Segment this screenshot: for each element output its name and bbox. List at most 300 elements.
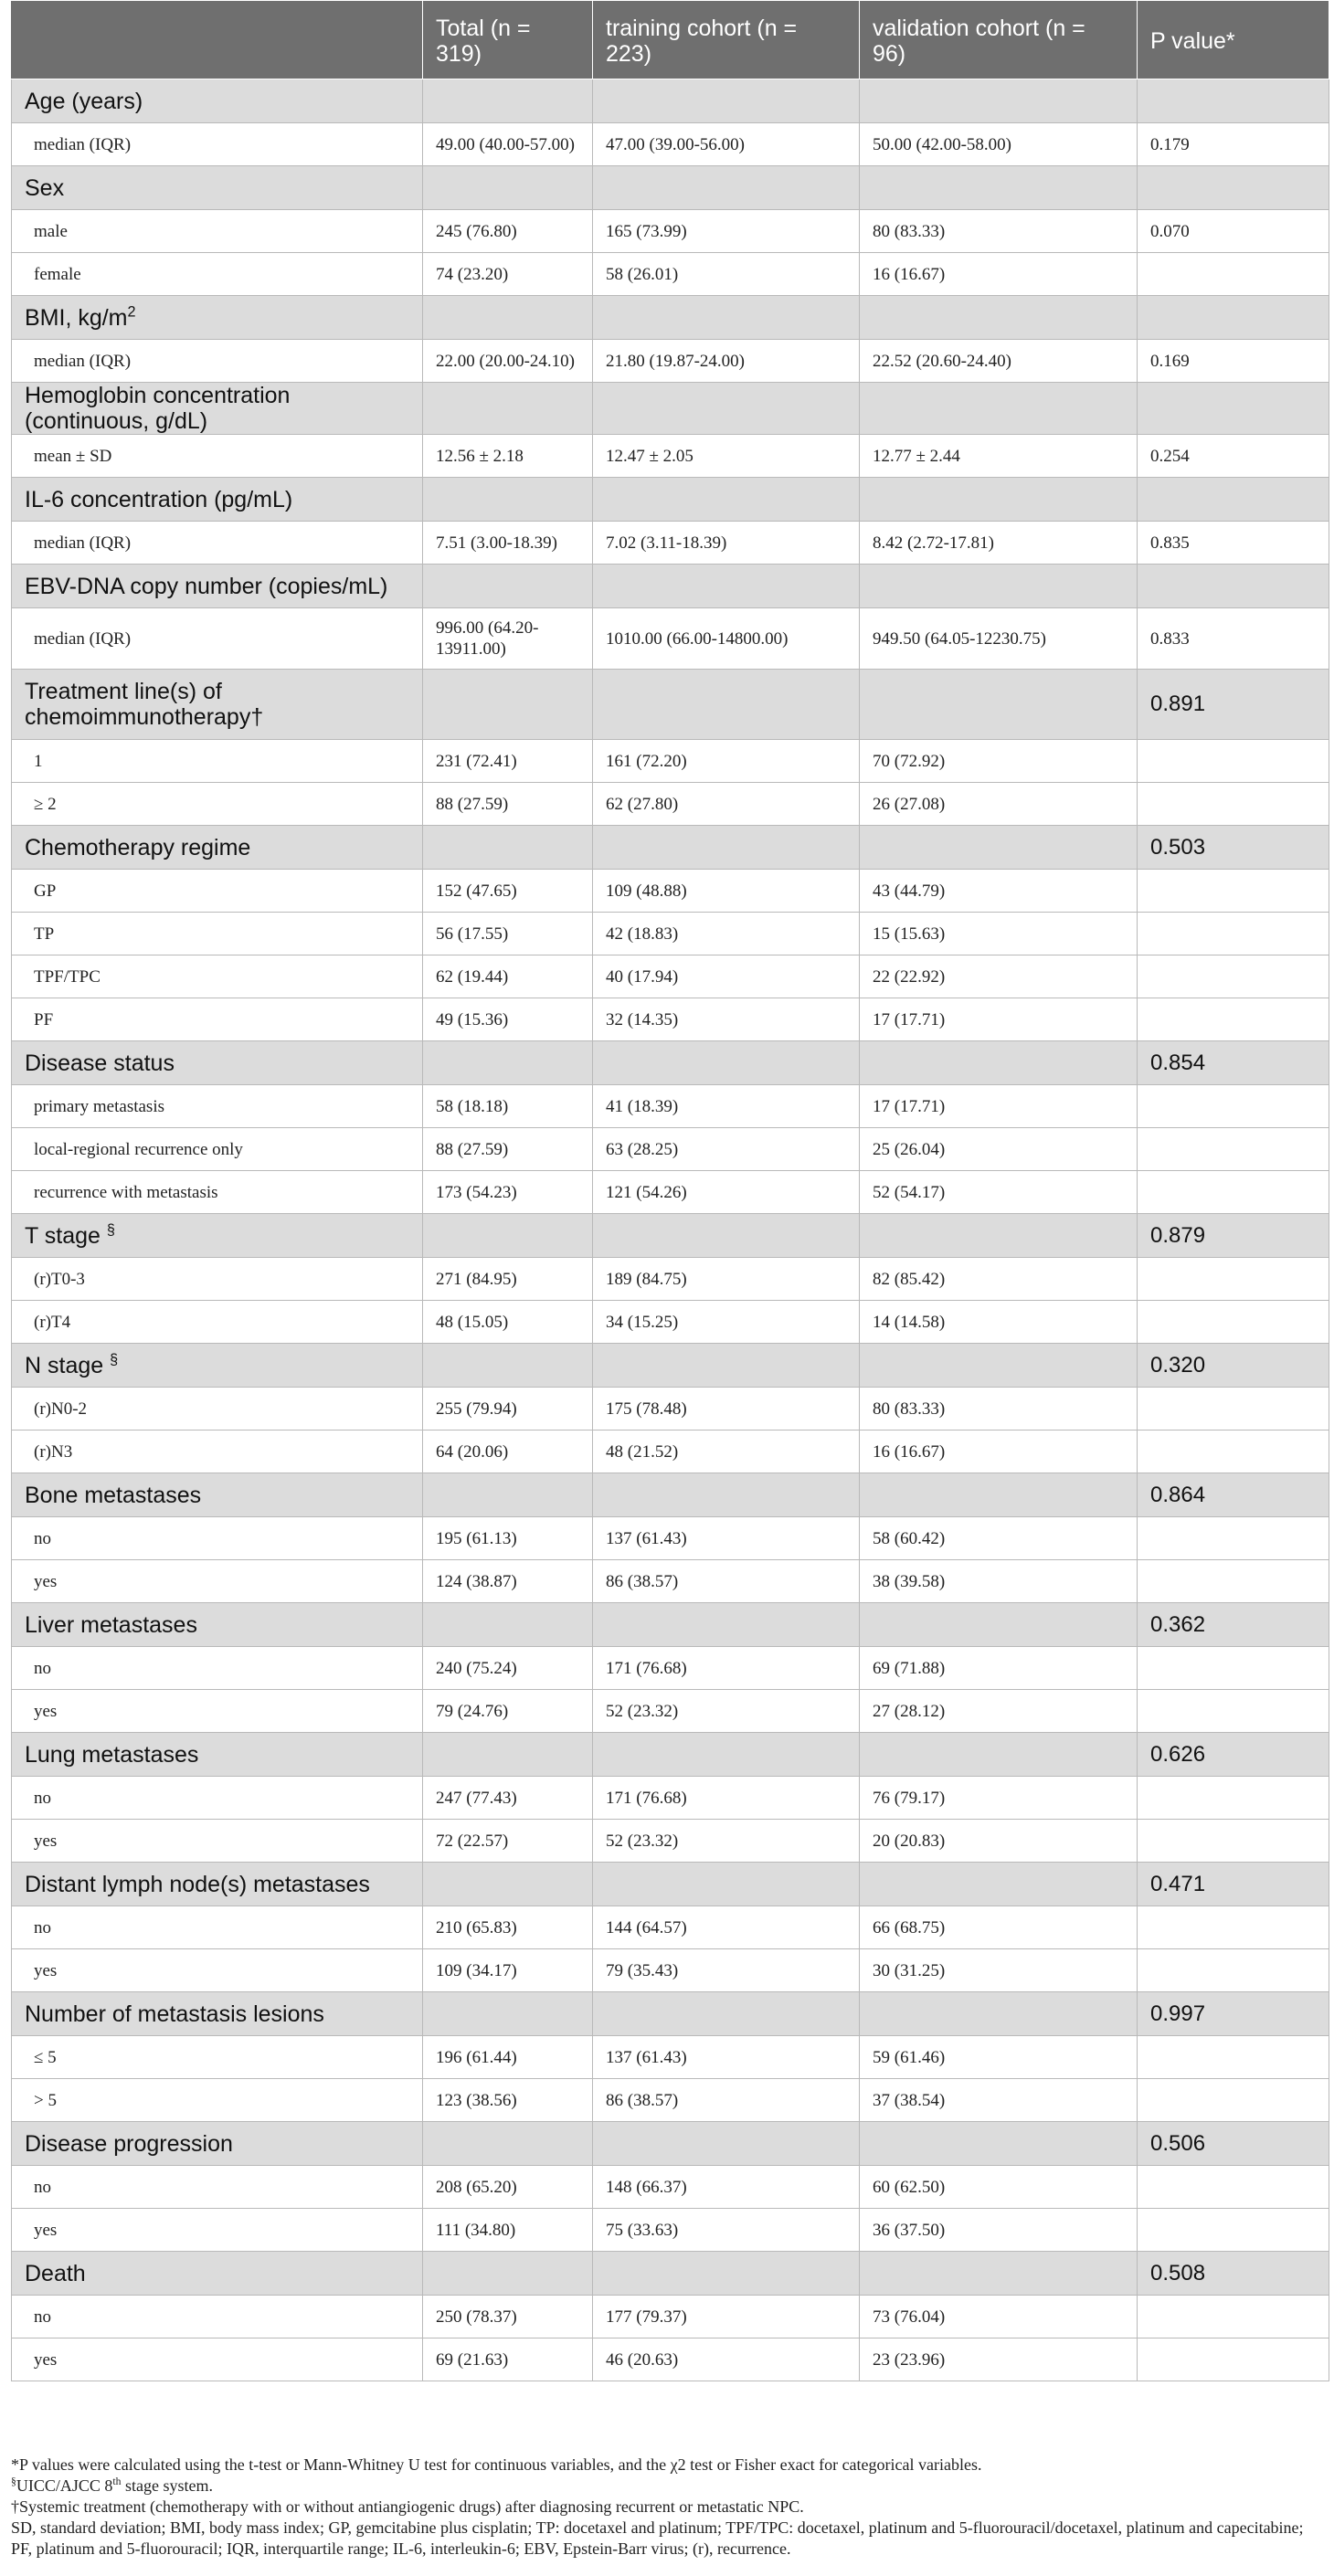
footnote-staging-sup: th	[112, 2476, 122, 2487]
cell-text: 20 (20.83)	[873, 1831, 946, 1851]
table-row	[12, 1777, 1329, 1820]
section-validation	[860, 1041, 1138, 1085]
cell-text: Disease status	[25, 1050, 175, 1076]
cell-text: (r)N0-2	[34, 1399, 88, 1419]
cell-text: 32 (14.35)	[606, 1009, 679, 1029]
section-row	[12, 1733, 1329, 1777]
cell-text: 171 (76.68)	[606, 1658, 687, 1678]
cell-label	[12, 1949, 423, 1992]
cell-p-value	[1138, 2079, 1329, 2122]
cell-validation	[860, 1388, 1138, 1431]
table-row	[12, 1647, 1329, 1690]
cell-text: 52 (23.32)	[606, 1831, 679, 1851]
cell-validation	[860, 1647, 1138, 1690]
cell-training	[593, 1301, 860, 1344]
cell-text: 62 (27.80)	[606, 794, 679, 814]
cell-text: 189 (84.75)	[606, 1269, 687, 1289]
cell-text: 7.02 (3.11-18.39)	[606, 533, 727, 553]
cell-text: 60 (62.50)	[873, 2177, 946, 2197]
cell-training	[593, 2209, 860, 2252]
section-training	[593, 1214, 860, 1258]
table-row	[12, 253, 1329, 296]
cell-p-value	[1138, 1128, 1329, 1171]
cell-label	[12, 870, 423, 913]
header-row	[12, 1, 1329, 79]
cell-validation	[860, 1949, 1138, 1992]
cell-validation	[860, 2296, 1138, 2338]
cell-total	[423, 870, 593, 913]
cell-validation	[860, 2338, 1138, 2381]
cell-total	[423, 1171, 593, 1214]
section-p-value	[1138, 478, 1329, 522]
cell-label	[12, 522, 423, 565]
section-total	[423, 296, 593, 340]
cell-text: 250 (78.37)	[436, 2307, 517, 2327]
cell-p-value	[1138, 340, 1329, 383]
section-p-value	[1138, 79, 1329, 123]
section-total	[423, 1344, 593, 1388]
cell-validation	[860, 1777, 1138, 1820]
cell-text: median (IQR)	[34, 533, 132, 553]
section-row	[12, 166, 1329, 210]
section-validation	[860, 826, 1138, 870]
cell-total	[423, 1906, 593, 1949]
cell-training	[593, 1560, 860, 1603]
cell-text: 56 (17.55)	[436, 924, 509, 944]
cell-text: 195 (61.13)	[436, 1528, 517, 1548]
table-row	[12, 1949, 1329, 1992]
cell-validation	[860, 340, 1138, 383]
cell-text: 22 (22.92)	[873, 966, 946, 987]
cell-training	[593, 1128, 860, 1171]
footnote-staging-text-b: stage system.	[121, 2476, 213, 2495]
section-total	[423, 1214, 593, 1258]
cell-text: 79 (24.76)	[436, 1701, 509, 1721]
section-training	[593, 1863, 860, 1906]
section-label	[12, 79, 423, 123]
cell-validation	[860, 2209, 1138, 2252]
cell-total	[423, 435, 593, 478]
cell-text: 271 (84.95)	[436, 1269, 517, 1289]
cell-text: 161 (72.20)	[606, 751, 687, 771]
cell-total	[423, 2338, 593, 2381]
cell-training	[593, 2036, 860, 2079]
cell-validation	[860, 253, 1138, 296]
cell-text: 0.362	[1150, 1611, 1206, 1637]
cell-text: 121 (54.26)	[606, 1182, 687, 1202]
cell-text: Sex	[25, 174, 65, 201]
cell-text: no	[34, 2307, 51, 2327]
section-label	[12, 826, 423, 870]
section-training	[593, 826, 860, 870]
cell-text: 74 (23.20)	[436, 264, 509, 284]
table-row	[12, 1301, 1329, 1344]
cell-text: N stage	[25, 1352, 111, 1378]
section-label	[12, 1603, 423, 1647]
cell-validation	[860, 1560, 1138, 1603]
cell-validation	[860, 1301, 1138, 1344]
cell-total	[423, 1517, 593, 1560]
table-row	[12, 1560, 1329, 1603]
label-superscript: §	[110, 1351, 119, 1368]
cell-p-value	[1138, 1820, 1329, 1863]
section-total	[423, 670, 593, 740]
cell-validation	[860, 1690, 1138, 1733]
cell-text: 69 (21.63)	[436, 2349, 509, 2370]
cell-text: 0.626	[1150, 1741, 1206, 1767]
cell-validation	[860, 1906, 1138, 1949]
footnote-systemic-treatment: †Systemic treatment (chemotherapy with or without antiangiogenic drugs) after diagnosing recurrent or metastatic NPC.	[11, 2497, 804, 2516]
cell-text: 12.77 ± 2.44	[873, 446, 960, 466]
section-row	[12, 478, 1329, 522]
cell-text: 949.50 (64.05-12230.75)	[873, 628, 1046, 649]
cell-text: 14 (14.58)	[873, 1312, 946, 1332]
cell-text: Lung metastases	[25, 1741, 199, 1768]
cell-total	[423, 2296, 593, 2338]
cell-text: 48 (15.05)	[436, 1312, 509, 1332]
cell-label	[12, 2338, 423, 2381]
section-training	[593, 2122, 860, 2166]
cell-total	[423, 123, 593, 166]
cell-p-value	[1138, 1258, 1329, 1301]
cell-total	[423, 955, 593, 998]
cell-validation	[860, 998, 1138, 1041]
section-row	[12, 565, 1329, 608]
cell-training	[593, 1171, 860, 1214]
cell-label	[12, 1388, 423, 1431]
cell-label	[12, 1171, 423, 1214]
cell-label	[12, 1777, 423, 1820]
table-row	[12, 740, 1329, 783]
cell-text: 231 (72.41)	[436, 751, 517, 771]
cell-label	[12, 608, 423, 670]
cell-text: 111 (34.80)	[436, 2220, 516, 2240]
cell-text: EBV-DNA copy number (copies/mL)	[25, 573, 388, 599]
cell-label	[12, 998, 423, 1041]
cell-training	[593, 123, 860, 166]
header-validation-cohort: validation cohort (n = 96)	[860, 1, 1138, 79]
section-validation	[860, 1603, 1138, 1647]
cell-p-value	[1138, 1906, 1329, 1949]
cell-text: 109 (34.17)	[436, 1960, 517, 1980]
cell-total	[423, 210, 593, 253]
table-row	[12, 1517, 1329, 1560]
footnote-staging-mark: §	[11, 2476, 16, 2487]
cell-p-value	[1138, 1777, 1329, 1820]
table-row	[12, 435, 1329, 478]
cell-text: ≤ 5	[34, 2047, 57, 2067]
cell-text: no	[34, 2177, 51, 2197]
cell-text: 7.51 (3.00-18.39)	[436, 533, 557, 553]
cell-total	[423, 1431, 593, 1473]
cell-text: 38 (39.58)	[873, 1571, 946, 1591]
cell-validation	[860, 210, 1138, 253]
cell-training	[593, 435, 860, 478]
section-p-value	[1138, 296, 1329, 340]
cell-training	[593, 783, 860, 826]
cell-p-value	[1138, 2296, 1329, 2338]
cell-text: 72 (22.57)	[436, 1831, 509, 1851]
cell-text: 69 (71.88)	[873, 1658, 946, 1678]
cell-validation	[860, 608, 1138, 670]
cell-validation	[860, 1171, 1138, 1214]
cell-training	[593, 998, 860, 1041]
cell-text: 43 (44.79)	[873, 881, 946, 901]
section-p-value	[1138, 565, 1329, 608]
cell-text: 58 (18.18)	[436, 1096, 509, 1116]
cell-text: 50.00 (42.00-58.00)	[873, 134, 1011, 154]
table-row	[12, 1085, 1329, 1128]
cell-text: GP	[34, 881, 57, 901]
cell-text: 12.47 ± 2.05	[606, 446, 693, 466]
cell-label	[12, 253, 423, 296]
section-validation	[860, 1214, 1138, 1258]
cell-validation	[860, 522, 1138, 565]
section-p-value	[1138, 1473, 1329, 1517]
section-row	[12, 1992, 1329, 2036]
cell-text: 175 (78.48)	[606, 1399, 687, 1419]
table-row	[12, 1690, 1329, 1733]
section-training	[593, 2252, 860, 2296]
cell-label	[12, 955, 423, 998]
cell-text: 52 (23.32)	[606, 1701, 679, 1721]
cell-label	[12, 1085, 423, 1128]
section-label	[12, 166, 423, 210]
cell-text: Chemotherapy regime	[25, 834, 251, 860]
cell-validation	[860, 913, 1138, 955]
cell-label	[12, 2296, 423, 2338]
cell-p-value	[1138, 1517, 1329, 1560]
section-row	[12, 826, 1329, 870]
section-row	[12, 79, 1329, 123]
cell-text: TPF/TPC	[34, 966, 101, 987]
cell-p-value	[1138, 2166, 1329, 2209]
table-row	[12, 2209, 1329, 2252]
cell-text: 22.52 (20.60-24.40)	[873, 351, 1011, 371]
section-p-value	[1138, 383, 1329, 435]
section-total	[423, 565, 593, 608]
cell-text: 17 (17.71)	[873, 1096, 946, 1116]
table-row	[12, 955, 1329, 998]
cell-p-value	[1138, 1085, 1329, 1128]
section-training	[593, 478, 860, 522]
cell-training	[593, 740, 860, 783]
section-training	[593, 1041, 860, 1085]
table-row	[12, 870, 1329, 913]
section-total	[423, 1733, 593, 1777]
section-validation	[860, 2252, 1138, 2296]
cell-training	[593, 2296, 860, 2338]
footnote-abbreviations: SD, standard deviation; BMI, body mass index; GP, gemcitabine plus cisplatin; TP: docetaxel and platinum; TPF/TPC: docetaxel, platinum and 5-fluorouracil/docetaxel, platinum and capecitabine; PF, platinum and 5-fluorouracil; IQR, interquartile range; IL-6, interleukin-6; EBV, Epstein-Barr virus; (r), recurrence.	[11, 2518, 1304, 2558]
table-row	[12, 1431, 1329, 1473]
section-validation	[860, 166, 1138, 210]
cell-text: Treatment line(s) of chemoimmunotherapy†	[25, 679, 264, 730]
cell-text: yes	[34, 1831, 58, 1851]
section-total	[423, 1473, 593, 1517]
cell-text: 0.320	[1150, 1352, 1206, 1378]
cell-label	[12, 913, 423, 955]
cell-validation	[860, 123, 1138, 166]
cell-training	[593, 1690, 860, 1733]
cell-total	[423, 783, 593, 826]
cell-text: 0.891	[1150, 692, 1206, 716]
footnote-staging	[11, 2476, 1327, 2497]
cell-text: 123 (38.56)	[436, 2090, 517, 2110]
cell-text: yes	[34, 1571, 58, 1591]
cell-text: 208 (65.20)	[436, 2177, 517, 2197]
cell-p-value	[1138, 210, 1329, 253]
section-total	[423, 2252, 593, 2296]
section-p-value	[1138, 1733, 1329, 1777]
cell-total	[423, 340, 593, 383]
section-total	[423, 1992, 593, 2036]
cell-total	[423, 608, 593, 670]
cell-text: 21.80 (19.87-24.00)	[606, 351, 745, 371]
table-footnotes	[11, 2455, 1327, 2560]
cell-text: 25 (26.04)	[873, 1139, 946, 1159]
cell-text: 210 (65.83)	[436, 1917, 517, 1937]
section-row	[12, 670, 1329, 740]
cell-label	[12, 1820, 423, 1863]
cell-text: 86 (38.57)	[606, 1571, 679, 1591]
section-label	[12, 2252, 423, 2296]
table-row	[12, 522, 1329, 565]
cell-text: yes	[34, 1960, 58, 1980]
cell-label	[12, 2166, 423, 2209]
section-label	[12, 1041, 423, 1085]
cell-text: 0.833	[1150, 628, 1190, 649]
cell-text: 171 (76.68)	[606, 1788, 687, 1808]
cell-validation	[860, 435, 1138, 478]
table-row	[12, 998, 1329, 1041]
cell-label	[12, 783, 423, 826]
cell-text: no	[34, 1528, 51, 1548]
cell-text: 49 (15.36)	[436, 1009, 509, 1029]
cell-total	[423, 522, 593, 565]
cell-validation	[860, 1431, 1138, 1473]
section-total	[423, 79, 593, 123]
cell-validation	[860, 740, 1138, 783]
cell-validation	[860, 2079, 1138, 2122]
footnote-p-values: *P values were calculated using the t-test or Mann-Whitney U test for continuous variables, and the χ2 test or Fisher exact for categorical variables.	[11, 2455, 982, 2474]
cell-text: median (IQR)	[34, 351, 132, 371]
cell-text: (r)T0-3	[34, 1269, 85, 1289]
table-row	[12, 1258, 1329, 1301]
table-row	[12, 2296, 1329, 2338]
section-label	[12, 478, 423, 522]
section-total	[423, 826, 593, 870]
cell-text: 17 (17.71)	[873, 1009, 946, 1029]
table-row	[12, 2079, 1329, 2122]
table-row	[12, 1388, 1329, 1431]
section-row	[12, 2252, 1329, 2296]
cell-text: 26 (27.08)	[873, 794, 946, 814]
section-p-value	[1138, 2122, 1329, 2166]
cell-text: 16 (16.67)	[873, 1441, 946, 1462]
cell-total	[423, 1820, 593, 1863]
cell-text: 0.835	[1150, 533, 1190, 553]
cell-text: yes	[34, 1701, 58, 1721]
cell-training	[593, 1906, 860, 1949]
cell-validation	[860, 955, 1138, 998]
cell-text: Liver metastases	[25, 1611, 197, 1638]
cell-text: Bone metastases	[25, 1482, 202, 1508]
cell-training	[593, 1777, 860, 1820]
section-training	[593, 296, 860, 340]
cell-text: 0.503	[1150, 834, 1206, 860]
cell-text: 144 (64.57)	[606, 1917, 687, 1937]
cell-text: Death	[25, 2260, 86, 2286]
cell-label	[12, 1906, 423, 1949]
cell-total	[423, 1301, 593, 1344]
cell-p-value	[1138, 998, 1329, 1041]
cell-p-value	[1138, 1647, 1329, 1690]
footnote-staging-text-a: UICC/AJCC 8	[16, 2476, 113, 2495]
section-validation	[860, 670, 1138, 740]
cell-text: 27 (28.12)	[873, 1701, 946, 1721]
cell-text: 8.42 (2.72-17.81)	[873, 533, 994, 553]
cell-text: local-regional recurrence only	[34, 1139, 243, 1159]
section-total	[423, 478, 593, 522]
cell-text: Number of metastasis lesions	[25, 2001, 324, 2027]
cell-training	[593, 210, 860, 253]
section-validation	[860, 1733, 1138, 1777]
table-row	[12, 123, 1329, 166]
section-p-value	[1138, 2252, 1329, 2296]
cell-text: 48 (21.52)	[606, 1441, 679, 1462]
cell-text: 79 (35.43)	[606, 1960, 679, 1980]
cell-text: yes	[34, 2349, 58, 2370]
section-validation	[860, 1992, 1138, 2036]
cell-text: > 5	[34, 2090, 57, 2110]
section-training	[593, 1733, 860, 1777]
cell-p-value	[1138, 608, 1329, 670]
cell-text: 34 (15.25)	[606, 1312, 679, 1332]
header-training-cohort: training cohort (n = 223)	[593, 1, 860, 79]
cell-validation	[860, 2036, 1138, 2079]
cell-text: 0.169	[1150, 351, 1190, 371]
section-p-value	[1138, 1344, 1329, 1388]
cell-p-value	[1138, 870, 1329, 913]
baseline-characteristics-table-container	[11, 0, 1329, 2381]
cell-training	[593, 1258, 860, 1301]
cell-p-value	[1138, 1949, 1329, 1992]
cell-text: 245 (76.80)	[436, 221, 517, 241]
cell-total	[423, 1258, 593, 1301]
table-row	[12, 1171, 1329, 1214]
section-training	[593, 670, 860, 740]
cell-text: 88 (27.59)	[436, 1139, 509, 1159]
section-label	[12, 565, 423, 608]
cell-text: 80 (83.33)	[873, 1399, 946, 1419]
table-row	[12, 783, 1329, 826]
cell-text: median (IQR)	[34, 628, 132, 649]
cell-label	[12, 1560, 423, 1603]
cell-validation	[860, 1128, 1138, 1171]
cell-label	[12, 2036, 423, 2079]
cell-text: 63 (28.25)	[606, 1139, 679, 1159]
cell-text: 70 (72.92)	[873, 751, 946, 771]
cell-text: 137 (61.43)	[606, 1528, 687, 1548]
cell-text: 137 (61.43)	[606, 2047, 687, 2067]
table-row	[12, 340, 1329, 383]
section-validation	[860, 383, 1138, 435]
cell-text: 0.254	[1150, 446, 1190, 466]
section-row	[12, 1863, 1329, 1906]
cell-text: 42 (18.83)	[606, 924, 679, 944]
cell-text: 64 (20.06)	[436, 1441, 509, 1462]
cell-text: median (IQR)	[34, 134, 132, 154]
